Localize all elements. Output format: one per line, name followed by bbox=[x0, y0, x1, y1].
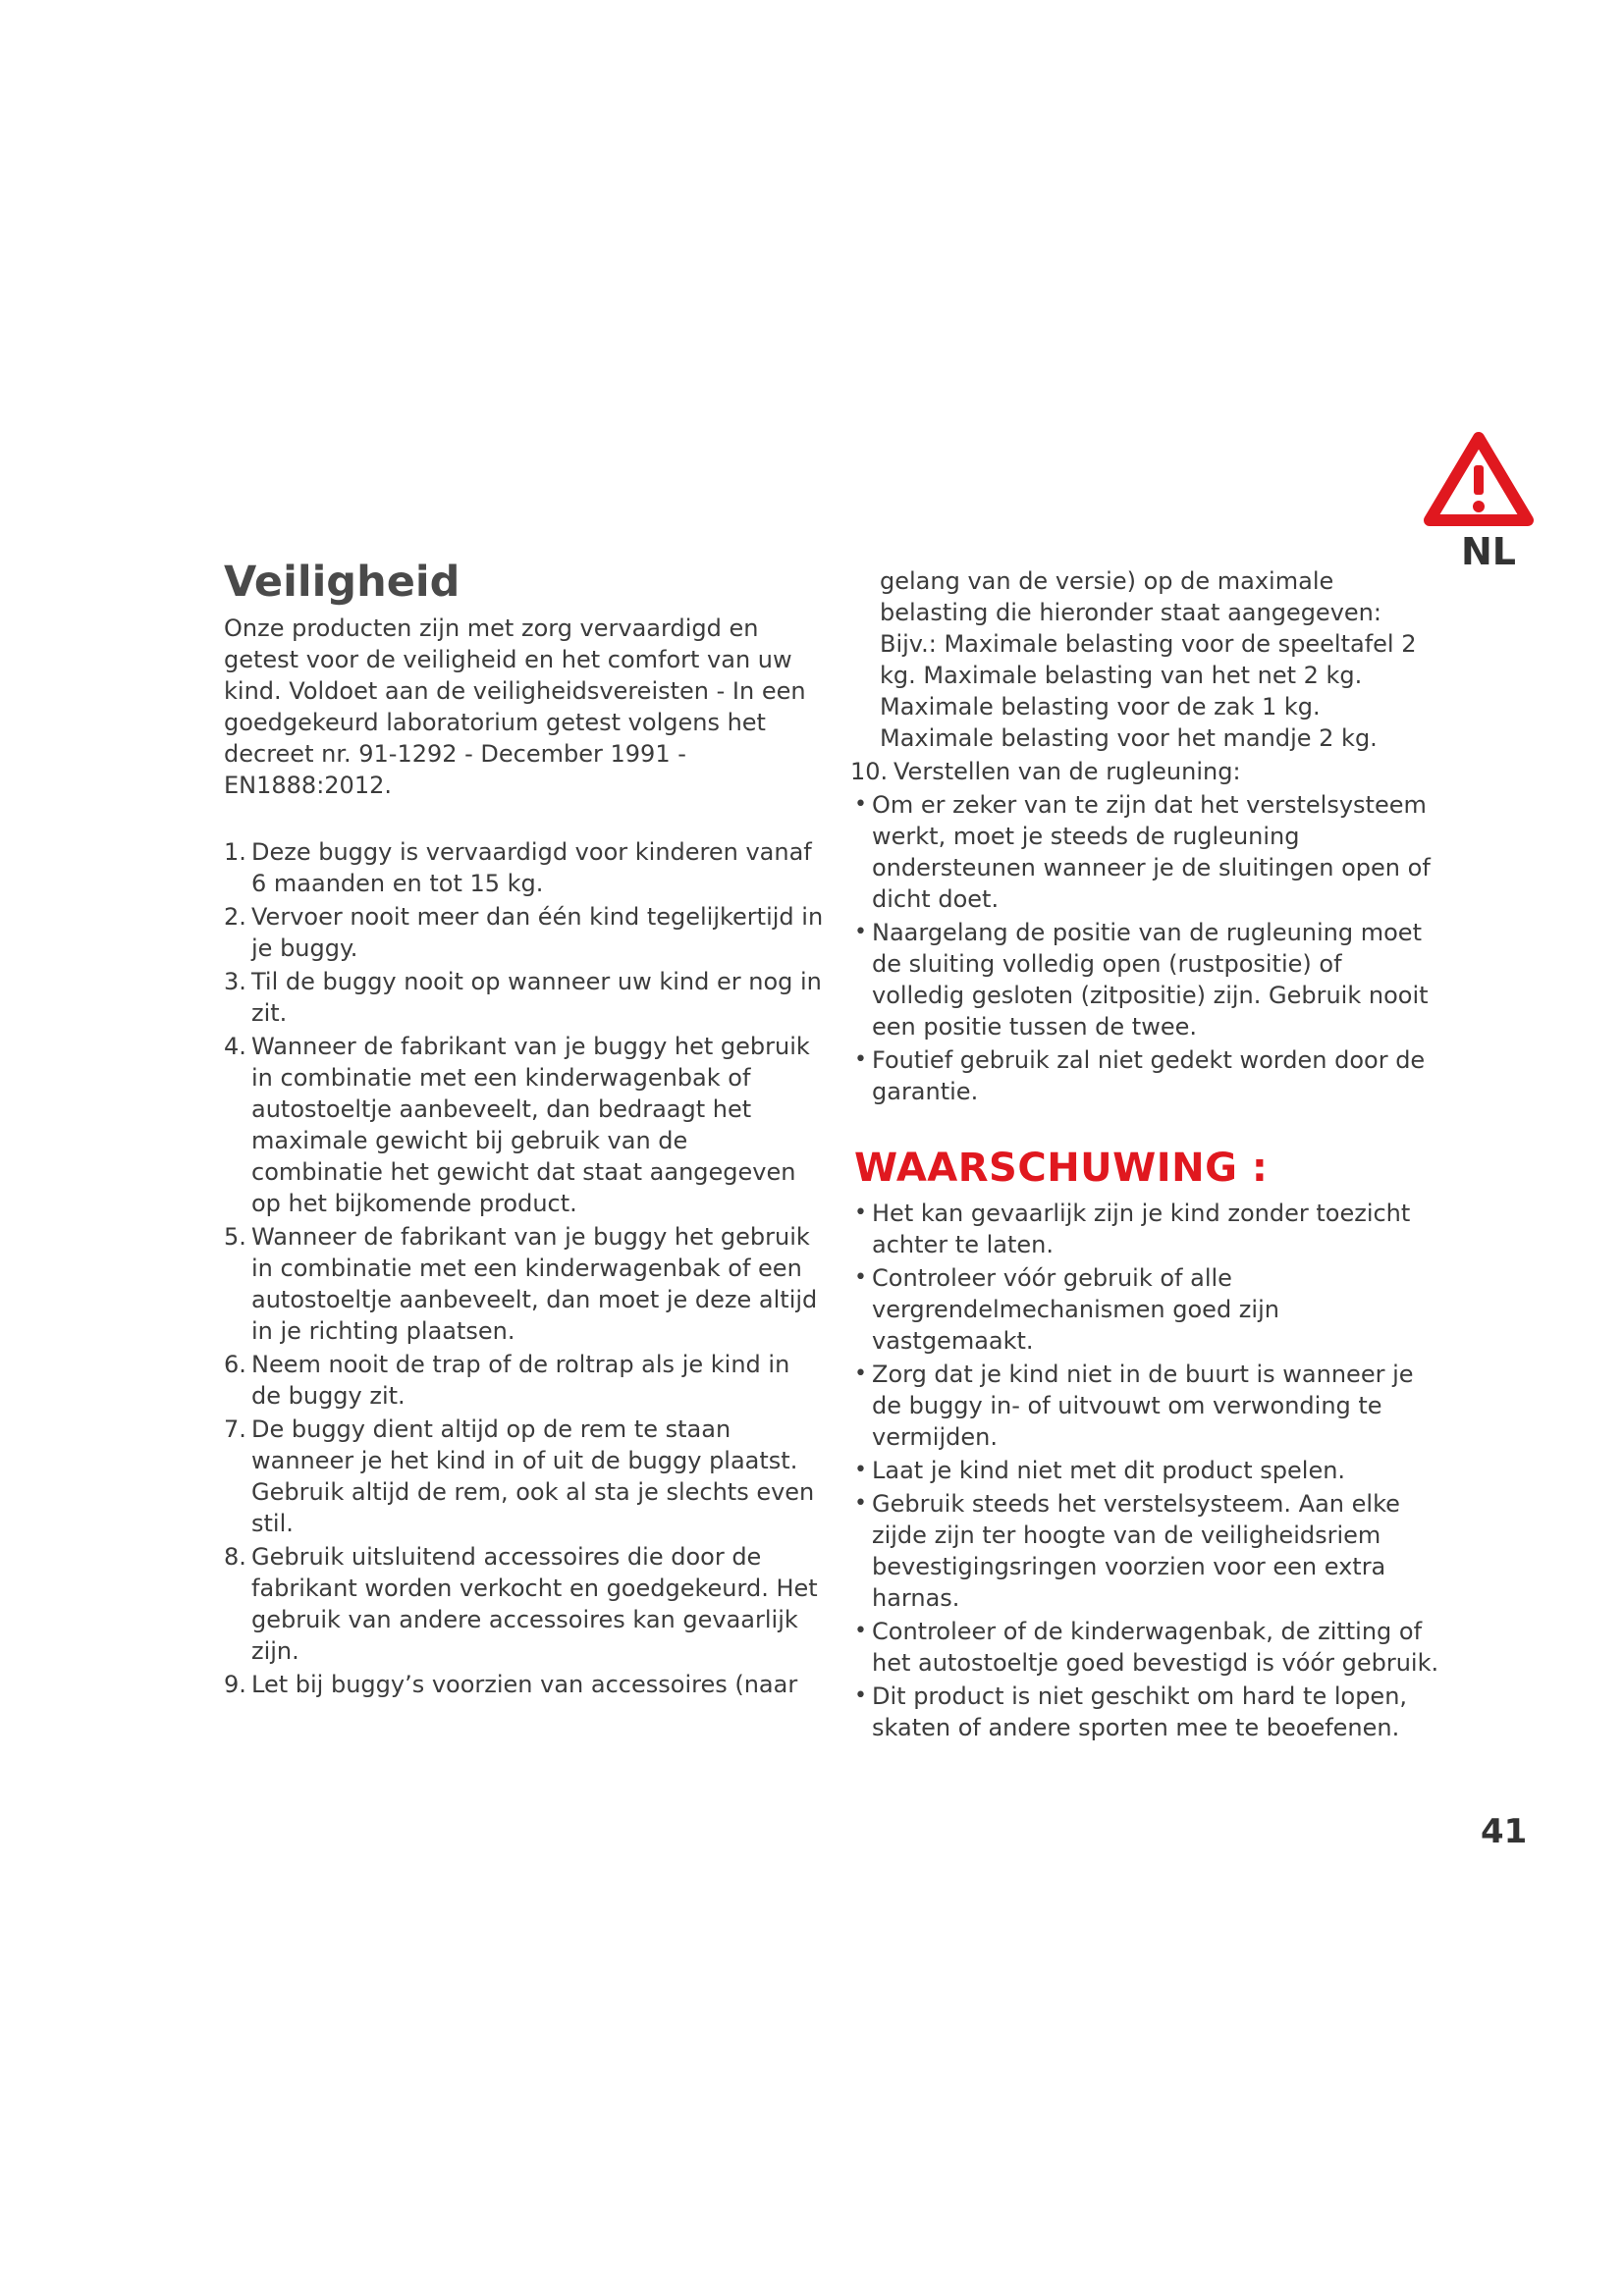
bullet-text: Foutief gebruik zal niet gedekt worden door de garantie. bbox=[872, 1046, 1426, 1105]
bullet-icon: • bbox=[854, 1491, 867, 1516]
bullet-item bbox=[850, 1359, 1439, 1453]
list-item bbox=[224, 1669, 825, 1700]
warning-triangle-icon bbox=[1424, 432, 1534, 530]
item-text: Til de buggy nooit op wanneer uw kind er nog in zit. bbox=[251, 968, 822, 1027]
bullet-text: Het kan gevaarlijk zijn je kind zonder toezicht achter te laten. bbox=[872, 1200, 1411, 1258]
warning-heading: WAARSCHUWING : bbox=[854, 1146, 1269, 1191]
list-item bbox=[224, 1031, 825, 1219]
item-text: Gebruik uitsluitend accessoires die door de fabrikant worden verkocht en goedgekeurd. Het gebruik van andere accessoires kan gevaarlijk zijn. bbox=[251, 1543, 818, 1665]
bullet-item bbox=[850, 1198, 1439, 1260]
backrest-bullets bbox=[850, 789, 1439, 1107]
bullet-icon: • bbox=[854, 1458, 867, 1482]
bullet-item bbox=[850, 1044, 1439, 1107]
bullet-text: Gebruik steeds het verstelsysteem. Aan elke zijde zijn ter hoogte van de veiligheidsriem bevestigingsringen voorzien voor een extra harnas. bbox=[872, 1490, 1400, 1612]
bullet-icon: • bbox=[854, 1201, 867, 1225]
bullet-item bbox=[850, 1488, 1439, 1614]
list-item bbox=[224, 966, 825, 1029]
item-text: Wanneer de fabrikant van je buggy het gebruik in combinatie met een kinderwagenbak of een autostoeltje aanbeveelt, dan moet je deze altijd in je richting plaatsen. bbox=[251, 1223, 818, 1345]
item-number: 9. bbox=[224, 1671, 246, 1698]
list-item bbox=[224, 836, 825, 899]
item-9-continuation: gelang van de versie) op de maximale belasting die hieronder staat aangegeven: Bijv.: Maximale belasting voor de speeltafel 2 kg. Maximale belasting van het net 2 kg. Maximale belasting voor de zak 1 kg. Maximale belasting voor het mandje 2 kg. bbox=[880, 567, 1417, 752]
item-number: 3. bbox=[224, 968, 246, 995]
item-text: Wanneer de fabrikant van je buggy het gebruik in combinatie met een kinderwagenbak of autostoeltje aanbeveelt, dan bedraagt het maximale gewicht bij gebruik van de combinatie het gewicht dat staat aangegeven op het bijkomende product. bbox=[251, 1033, 810, 1217]
right-column bbox=[850, 565, 1439, 1745]
page-number: 41 bbox=[1481, 1812, 1528, 1851]
bullet-item bbox=[850, 1681, 1439, 1743]
list-item bbox=[224, 1414, 825, 1539]
safety-rules-list-continued bbox=[850, 756, 1439, 787]
item-text: De buggy dient altijd op de rem te staan wanneer je het kind in of uit de buggy plaatst. Gebruik altijd de rem, ook al sta je slechts even stil. bbox=[251, 1415, 815, 1537]
item-number: 1. bbox=[224, 838, 246, 866]
item-number: 6. bbox=[224, 1351, 246, 1378]
list-item bbox=[224, 1221, 825, 1347]
bullet-icon: • bbox=[854, 920, 867, 944]
bullet-item bbox=[850, 1262, 1439, 1357]
bullet-text: Naargelang de positie van de rugleuning moet de sluiting volledig open (rustpositie) of volledig gesloten (zitpositie) zijn. Gebruik nooit een positie tussen de twee. bbox=[872, 919, 1429, 1041]
language-label: NL bbox=[1461, 530, 1517, 573]
list-item bbox=[850, 756, 1439, 787]
safety-rules-list bbox=[224, 836, 825, 1700]
list-item bbox=[224, 1541, 825, 1667]
bullet-icon: • bbox=[854, 1683, 867, 1708]
item-text: Deze buggy is vervaardigd voor kinderen vanaf 6 maanden en tot 15 kg. bbox=[251, 838, 812, 897]
item-text: Let bij buggy’s voorzien van accessoires (naar bbox=[251, 1671, 798, 1698]
bullet-text: Laat je kind niet met dit product spelen. bbox=[872, 1457, 1346, 1484]
item-number: 4. bbox=[224, 1033, 246, 1060]
list-item bbox=[224, 901, 825, 964]
bullet-text: Controleer vóór gebruik of alle vergrendelmechanismen goed zijn vastgemaakt. bbox=[872, 1264, 1279, 1355]
bullet-icon: • bbox=[854, 1047, 867, 1072]
item-number: 7. bbox=[224, 1415, 246, 1443]
bullet-icon: • bbox=[854, 1362, 867, 1386]
bullet-text: Om er zeker van te zijn dat het verstelsysteem werkt, moet je steeds de rugleuning ondersteunen wanneer je de sluitingen open of dicht doet. bbox=[872, 791, 1431, 913]
bullet-icon: • bbox=[854, 1265, 867, 1290]
intro-paragraph: Onze producten zijn met zorg vervaardigd en getest voor de veiligheid en het comfort van uw kind. Voldoet aan de veiligheidsvereisten - In een goedgekeurd laboratorium getest volgens het decreet nr. 91-1292 - December 1991 - EN1888:2012. bbox=[224, 614, 806, 799]
bullet-text: Zorg dat je kind niet in de buurt is wanneer je de buggy in- of uitvouwt om verwonding te vermijden. bbox=[872, 1361, 1414, 1451]
item-number: 5. bbox=[224, 1223, 246, 1251]
bullet-item bbox=[850, 789, 1439, 915]
section-title: Veiligheid bbox=[224, 558, 460, 607]
item-number: 10. bbox=[850, 758, 889, 785]
bullet-item bbox=[850, 1616, 1439, 1679]
bullet-icon: • bbox=[854, 792, 867, 817]
item-text: Verstellen van de rugleuning: bbox=[893, 758, 1241, 785]
item-text: Vervoer nooit meer dan één kind tegelijkertijd in je buggy. bbox=[251, 903, 824, 962]
bullet-text: Controleer of de kinderwagenbak, de zitting of het autostoeltje goed bevestigd is vóór gebruik. bbox=[872, 1618, 1439, 1677]
item-text: Neem nooit de trap of de roltrap als je kind in de buggy zit. bbox=[251, 1351, 790, 1410]
list-item bbox=[224, 1349, 825, 1412]
item-number: 8. bbox=[224, 1543, 246, 1571]
bullet-icon: • bbox=[854, 1619, 867, 1643]
left-column bbox=[224, 558, 825, 1702]
bullet-item bbox=[850, 917, 1439, 1042]
warning-bullets bbox=[850, 1198, 1439, 1743]
item-number: 2. bbox=[224, 903, 246, 931]
bullet-item bbox=[850, 1455, 1439, 1486]
bullet-text: Dit product is niet geschikt om hard te lopen, skaten of andere sporten mee te beoefenen. bbox=[872, 1682, 1408, 1741]
